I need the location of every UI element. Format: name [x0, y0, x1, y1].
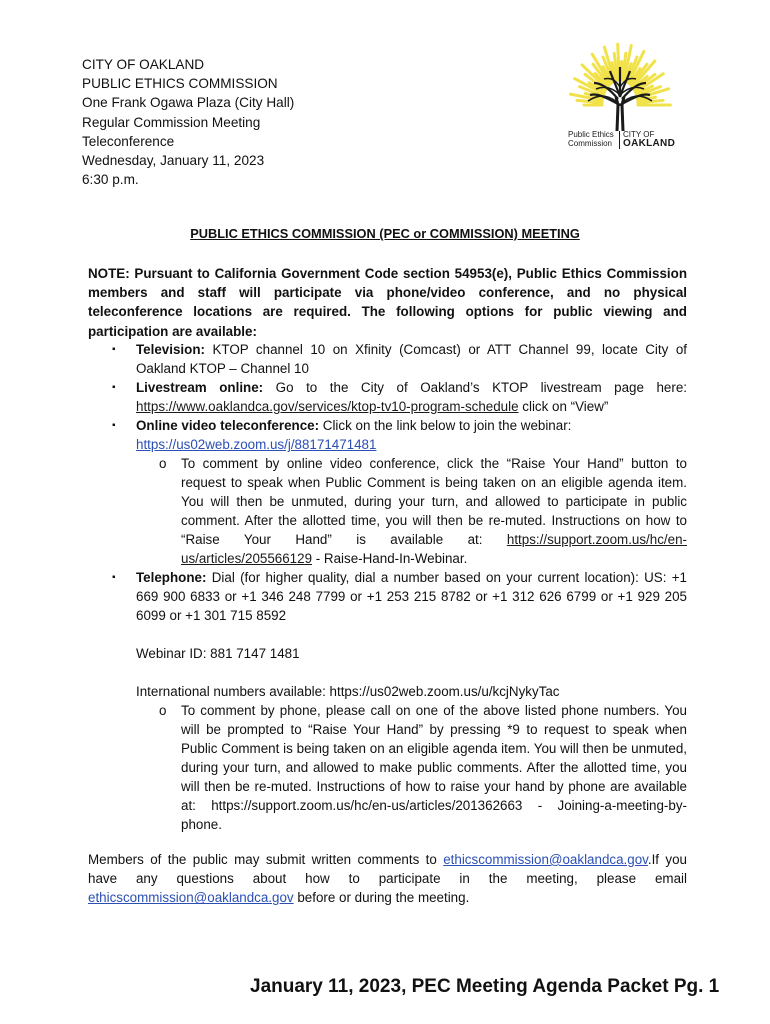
note-paragraph: NOTE: Pursuant to California Government Code section 54953(e), Public Ethics Commission members and staff will participate via phone/video conference, and no physical teleconference locations are required. The following options for public viewing and participation are available:	[88, 266, 687, 339]
logo-right-text: CITY OF OAKLAND	[623, 130, 676, 149]
livestream-after: click on “View”	[518, 399, 609, 414]
circle-bullet-icon: o	[159, 456, 167, 471]
header-meeting-type: Regular Commission Meeting	[82, 114, 261, 130]
square-bullet-icon: ▪	[112, 344, 116, 355]
header-city: CITY OF OAKLAND	[82, 57, 205, 72]
square-bullet-icon: ▪	[112, 382, 116, 393]
video-sub-text: To comment by online video conference, click the “Raise Your Hand” button to request to speak when Public Comment is being taken on an eligible agenda item. You will then be unmuted, during your turn, and allowed to participate in public comment. After the allotted time, you will then be re-muted. Instructions on how to “Raise Your Hand” is available at:	[181, 456, 687, 547]
members-text-3: before or during the meeting.	[293, 890, 470, 906]
phone-comment-instructions	[88, 701, 687, 834]
ktop-schedule-link[interactable]: https://www.oaklandca.gov/services/ktop-tv10-program-schedule	[136, 399, 519, 414]
option-livestream	[88, 378, 687, 416]
header-commission: PUBLIC ETHICS COMMISSION	[82, 76, 278, 92]
phone-sub-text: To comment by phone, please call on one of the above listed phone numbers. You will be prompted to “Raise Your Hand” by pressing *9 to request to speak when Public Comment is being taken on an eligible agenda item. You will then be unmuted, during your turn, and allowed to make public comments. After the allotted time, you will then be re-muted. Instructions of how to raise your hand by phone are available at: https://support.zoom.us/hc/en-us/articles/201362663 - Joining-a-meeting-by-phone.	[181, 703, 687, 832]
international-numbers: International numbers available: https://us02web.zoom.us/u/kcjNykyTac	[136, 684, 560, 699]
page-footer: January 11, 2023, PEC Meeting Agenda Packet Pg. 1	[250, 976, 720, 997]
email-link-2[interactable]: ethicscommission@oaklandca.gov	[88, 890, 294, 906]
header-block	[82, 55, 294, 189]
members-text-1: Members of the public may submit written comments to	[88, 852, 444, 867]
television-text: KTOP channel 10 on Xfinity (Comcast) or ATT Channel 99, locate City of Oakland KTOP – Channel 10	[136, 342, 687, 376]
option-television	[88, 340, 687, 378]
video-text: Click on the link below to join the webinar:	[319, 418, 572, 433]
email-link-1[interactable]: ethicscommission@oaklandca.gov	[443, 852, 648, 867]
logo-left-text: Public Ethics Commission	[568, 130, 614, 148]
option-telephone	[88, 568, 687, 625]
livestream-text: Go to the City of Oakland’s KTOP livestream page here:	[263, 380, 687, 395]
members-text-2: .If you have any questions about how to participate in the meeting, please email	[88, 852, 687, 887]
option-video	[88, 416, 687, 454]
telephone-text: Dial (for higher quality, dial a number based on your current location): US: +1 669 900 6833 or +1 346 248 7799 or +1 253 215 8782 or +1 312 626 6799 or +1 929 205 6099 or +1 301 715 8592	[136, 570, 687, 623]
header-format: Teleconference	[82, 133, 175, 149]
livestream-label: Livestream online:	[136, 380, 264, 395]
square-bullet-icon: ▪	[112, 572, 116, 583]
logo-wordmark	[568, 131, 688, 151]
header-address: One Frank Ogawa Plaza (City Hall)	[82, 95, 295, 111]
webinar-id: Webinar ID: 881 7147 1481	[136, 646, 300, 661]
circle-bullet-icon: o	[159, 703, 167, 718]
meeting-title: PUBLIC ETHICS COMMISSION (PEC or COMMISSION) MEETING	[190, 226, 580, 241]
options-list	[88, 340, 687, 834]
logo-divider	[619, 131, 620, 149]
raise-hand-link[interactable]: https://support.zoom.us/hc/en-us/articles/205566129	[181, 532, 687, 566]
header-date: Wednesday, January 11, 2023	[82, 153, 265, 169]
webinar-link[interactable]: https://us02web.zoom.us/j/88171471481	[136, 437, 377, 452]
television-label: Television:	[136, 342, 205, 357]
square-bullet-icon: ▪	[112, 420, 116, 431]
members-paragraph	[88, 850, 687, 908]
telephone-label: Telephone:	[136, 570, 207, 585]
video-label: Online video teleconference:	[136, 418, 320, 433]
video-comment-instructions	[88, 454, 687, 568]
header-time: 6:30 p.m.	[82, 172, 139, 188]
video-sub-after: - Raise-Hand-In-Webinar.	[312, 551, 468, 566]
